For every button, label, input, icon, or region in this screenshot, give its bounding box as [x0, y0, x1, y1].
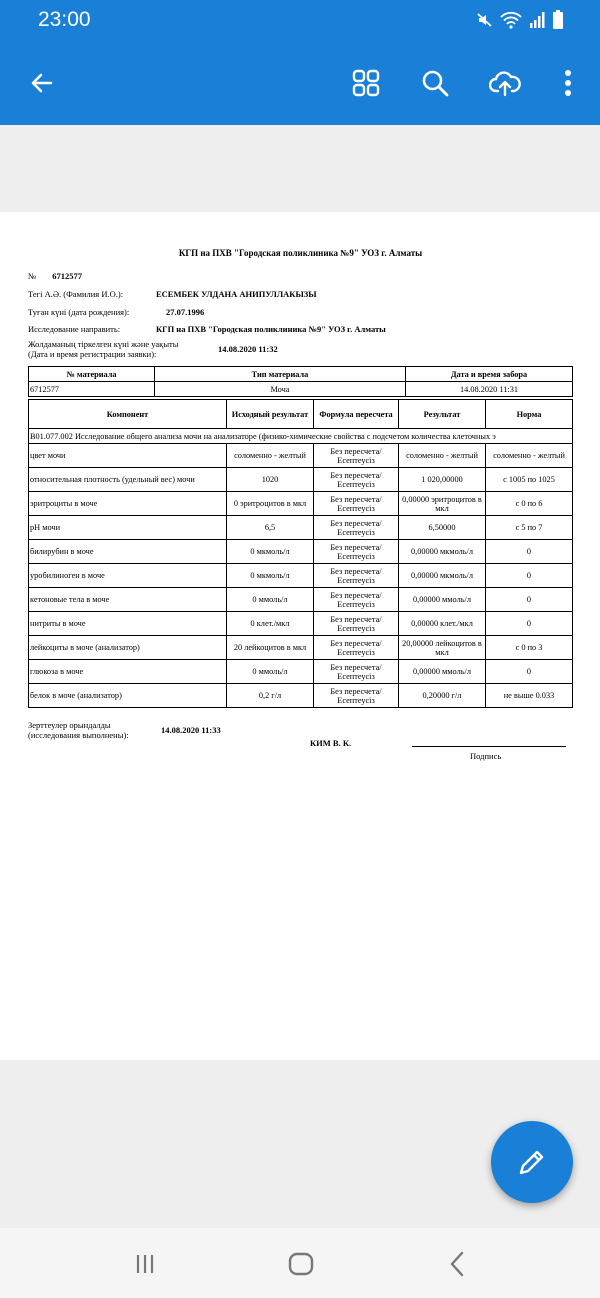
signature-line [412, 746, 566, 747]
results-header: Норма [486, 400, 573, 429]
recent-apps-icon [133, 1252, 157, 1276]
result-cell: Без пересчета/ Есептеусіз [314, 516, 399, 540]
result-cell: 0,00000 мкмоль/л [399, 540, 486, 564]
result-cell: Без пересчета/ Есептеусіз [314, 588, 399, 612]
result-cell: с 0 по 3 [486, 636, 573, 660]
results-header: Компонент [29, 400, 227, 429]
more-vertical-icon [564, 69, 572, 97]
search-button[interactable] [410, 58, 460, 108]
result-cell: цвет мочи [29, 444, 227, 468]
name-label: Тегі А.Ә. (Фамилия И.О.): [28, 289, 124, 299]
mute-icon [476, 11, 494, 29]
material-value-row [29, 382, 573, 397]
done-label-1: Зерттеулер орындалды [28, 720, 111, 730]
result-cell: не выше 0.033 [486, 684, 573, 708]
result-row [29, 492, 573, 516]
result-cell: 0 [486, 612, 573, 636]
birth-label: Туған күні (дата рождения): [28, 307, 130, 317]
done-value: 14.08.2020 11:33 [161, 725, 221, 735]
result-cell: 0 [486, 660, 573, 684]
material-header-row [29, 367, 573, 382]
result-cell: 1020 [227, 468, 314, 492]
done-label-2: (исследования выполнены): [28, 730, 129, 740]
more-button[interactable] [543, 58, 593, 108]
result-row [29, 636, 573, 660]
result-cell: с 0 по 6 [486, 492, 573, 516]
material-cell: Моча [155, 382, 406, 397]
search-icon [421, 69, 449, 97]
result-cell: нитриты в моче [29, 612, 227, 636]
wifi-icon [500, 11, 522, 29]
result-cell: pH мочи [29, 516, 227, 540]
result-row [29, 564, 573, 588]
doctor-name: КИМ В. К. [310, 738, 352, 748]
back-button[interactable] [17, 58, 67, 108]
result-cell: относительная плотность (удельный вес) мочи [29, 468, 227, 492]
results-body [29, 444, 573, 708]
result-cell: 0,00000 ммоль/л [399, 660, 486, 684]
result-cell: Без пересчета/ Есептеусіз [314, 468, 399, 492]
home-icon [288, 1251, 314, 1277]
result-cell: глюкоза в моче [29, 660, 227, 684]
material-cell: 6712577 [29, 382, 155, 397]
result-row [29, 660, 573, 684]
signature-label: Подпись [470, 751, 502, 761]
result-cell: Без пересчета/ Есептеусіз [314, 636, 399, 660]
material-header: Дата и время забора [406, 367, 573, 382]
status-time: 23:00 [38, 8, 91, 31]
result-cell: Без пересчета/ Есептеусіз [314, 660, 399, 684]
result-cell: 0,00000 эритроцитов в мкл [399, 492, 486, 516]
result-row [29, 684, 573, 708]
result-cell: Без пересчета/ Есептеусіз [314, 564, 399, 588]
result-cell: 6,5 [227, 516, 314, 540]
report-title: КГП на ПХВ "Городская поликлиника №9" УОЗ г. Алматы [178, 248, 423, 258]
name-value: ЕСЕМБЕК УЛДАНА АНИПУЛЛАКЫЗЫ [156, 289, 317, 299]
result-cell: 20,00000 лейкоцитов в мкл [399, 636, 486, 660]
result-cell: 0,00000 клет./мкл [399, 612, 486, 636]
result-cell: 0 [486, 564, 573, 588]
result-cell: Без пересчета/ Есептеусіз [314, 612, 399, 636]
material-cell: 14.08.2020 11:31 [406, 382, 573, 397]
result-cell: с 1005 по 1025 [486, 468, 573, 492]
recent-apps-button[interactable] [125, 1244, 165, 1284]
result-cell: уробилиноген в моче [29, 564, 227, 588]
number-label: № [28, 271, 37, 281]
registration-label-1: Жолдаманың тіркелген күні және уақыты [28, 339, 179, 349]
result-cell: 0,2 г/л [227, 684, 314, 708]
result-cell: 0 [486, 540, 573, 564]
back-icon [29, 70, 55, 96]
result-cell: 20 лейкоцитов в мкл [227, 636, 314, 660]
nav-back-icon [447, 1251, 467, 1277]
system-nav-bar [0, 1228, 600, 1298]
result-cell: белок в моче (анализатор) [29, 684, 227, 708]
number-line [28, 271, 82, 281]
home-button[interactable] [281, 1244, 321, 1284]
result-row [29, 516, 573, 540]
result-cell: 0 эритроцитов в мкл [227, 492, 314, 516]
results-header: Исходный результат [227, 400, 314, 429]
result-cell: 0 мкмоль/л [227, 540, 314, 564]
result-cell: Без пересчета/ Есептеусіз [314, 684, 399, 708]
edit-fab-button[interactable] [491, 1121, 573, 1203]
result-row [29, 444, 573, 468]
document-page[interactable] [0, 212, 600, 1060]
result-row [29, 588, 573, 612]
result-cell: 0 клет./мкл [227, 612, 314, 636]
result-cell: 0,00000 ммоль/л [399, 588, 486, 612]
cloud-upload-icon [489, 69, 521, 97]
section-row [29, 429, 573, 444]
result-cell: Без пересчета/ Есептеусіз [314, 444, 399, 468]
result-cell: 0 мкмоль/л [227, 564, 314, 588]
pencil-icon [516, 1146, 548, 1178]
number-value: 6712577 [52, 271, 82, 281]
result-cell: с 5 по 7 [486, 516, 573, 540]
material-header: Тип материала [155, 367, 406, 382]
result-cell: 1 020,00000 [399, 468, 486, 492]
result-cell: кетоновые тела в моче [29, 588, 227, 612]
result-cell: соломенно - желтый [227, 444, 314, 468]
result-row [29, 540, 573, 564]
upload-button[interactable] [480, 58, 530, 108]
registration-value: 14.08.2020 11:32 [218, 344, 278, 354]
result-cell: 0 [486, 588, 573, 612]
birth-value: 27.07.1996 [166, 307, 205, 317]
result-cell: лейкоциты в моче (анализатор) [29, 636, 227, 660]
result-cell: 0 ммоль/л [227, 588, 314, 612]
result-cell: соломенно - желтый [486, 444, 573, 468]
app-bar [0, 0, 600, 125]
grid-icon [352, 69, 380, 97]
result-cell: Без пересчета/ Есептеусіз [314, 540, 399, 564]
material-header: № материала [29, 367, 155, 382]
result-row [29, 468, 573, 492]
grid-button[interactable] [341, 58, 391, 108]
result-cell: 0,00000 мкмоль/л [399, 564, 486, 588]
battery-icon [552, 10, 564, 30]
registration-label-2: (Дата и время регистрации заявки): [28, 349, 157, 359]
referral-value: КГП на ПХВ "Городская поликлиника №9" УОЗ г. Алматы [156, 324, 386, 334]
result-cell: эритроциты в моче [29, 492, 227, 516]
section-title: B01.077.002 Исследование общего анализа мочи на анализаторе (физико-химические свойства с подсчетом количества клеточных э [29, 429, 573, 444]
result-cell: 0 ммоль/л [227, 660, 314, 684]
name-line [28, 289, 123, 299]
results-header: Результат [399, 400, 486, 429]
status-icons [476, 10, 564, 30]
result-row [29, 612, 573, 636]
material-table [28, 366, 573, 397]
result-cell: Без пересчета/ Есептеусіз [314, 492, 399, 516]
results-table [28, 399, 573, 708]
result-cell: билирубин в моче [29, 540, 227, 564]
referral-label: Исследование направить: [28, 324, 121, 334]
result-cell: 6,50000 [399, 516, 486, 540]
results-header-row [29, 400, 573, 429]
result-cell: соломенно - желтый [399, 444, 486, 468]
nav-back-button[interactable] [437, 1244, 477, 1284]
signal-icon [528, 11, 546, 29]
results-header: Формула пересчета [314, 400, 399, 429]
result-cell: 0,20000 г/л [399, 684, 486, 708]
